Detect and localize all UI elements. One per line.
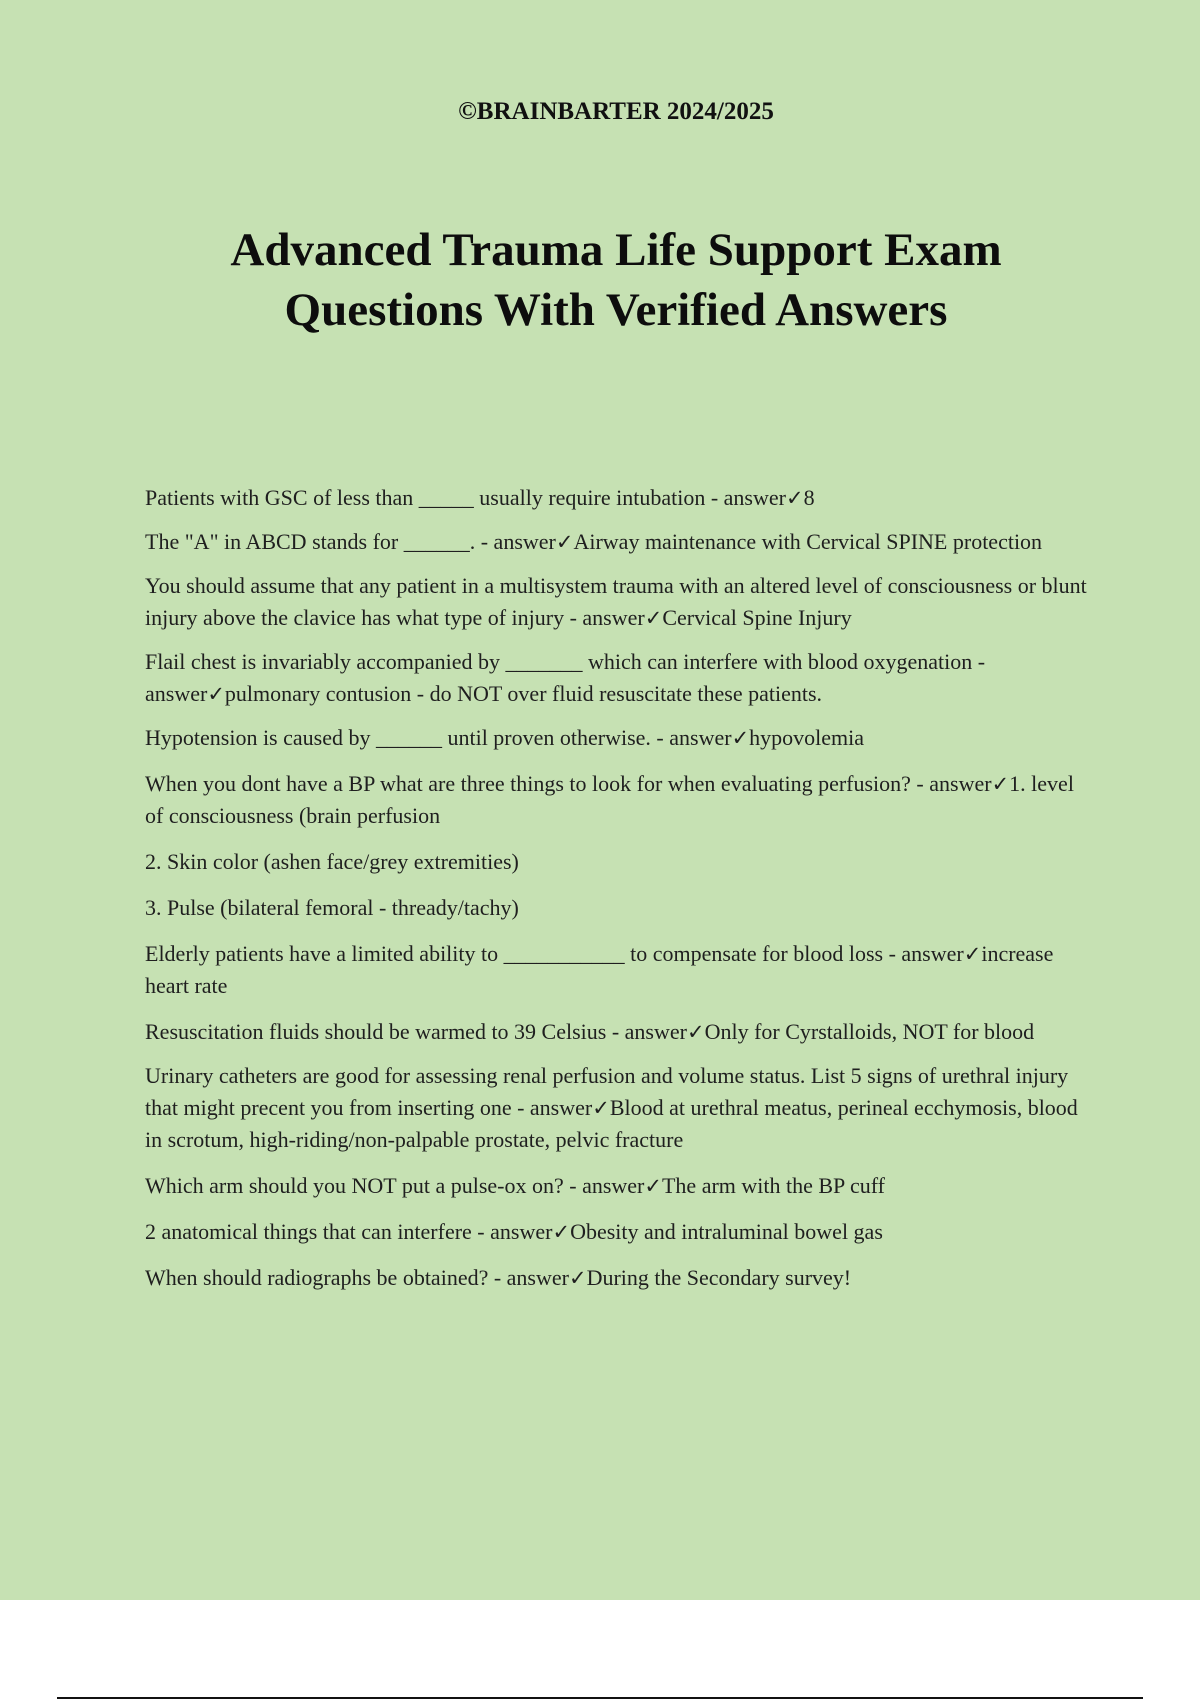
qa-question: Urinary catheters are good for assessing renal perfusion and volume status. List 5 signs of urethral injury that might precent you from inserting one - answer xyxy=(145,1063,1069,1120)
check-mark-icon: ✓ xyxy=(552,1220,571,1244)
qa-item xyxy=(145,1216,1095,1248)
qa-answer: pulmonary contusion - do NOT over fluid resuscitate these patients. xyxy=(224,681,823,706)
qa-answer: hypovolemia xyxy=(749,725,865,750)
qa-answer: During the Secondary survey! xyxy=(586,1265,852,1290)
qa-item xyxy=(145,646,1095,710)
document-title-line-2: Questions With Verified Answers xyxy=(284,284,948,336)
check-mark-icon: ✓ xyxy=(644,1174,662,1198)
check-mark-icon: ✓ xyxy=(592,1096,610,1120)
qa-question: Patients with GSC of less than _____ usually require intubation - answer xyxy=(145,485,786,510)
check-mark-icon: ✓ xyxy=(686,1020,705,1044)
qa-item xyxy=(145,526,1095,558)
qa-continuation: 2. Skin color (ashen face/grey extremities) xyxy=(145,849,519,874)
check-mark-icon: ✓ xyxy=(785,486,804,510)
qa-item xyxy=(145,1262,1095,1294)
check-mark-icon: ✓ xyxy=(555,530,574,554)
check-mark-icon: ✓ xyxy=(963,942,982,966)
qa-question: 2 anatomical things that can interfere - answer xyxy=(145,1219,553,1244)
qa-answer: increase heart rate xyxy=(145,941,1054,998)
qa-question: Hypotension is caused by ______ until proven otherwise. - answer xyxy=(145,725,732,750)
qa-question: When you dont have a BP what are three things to look for when evaluating perfusion? - answer xyxy=(145,771,992,796)
qa-list xyxy=(145,482,1095,1308)
qa-answer: Cervical Spine Injury xyxy=(662,605,852,630)
qa-item xyxy=(145,768,1095,832)
qa-item xyxy=(145,1016,1095,1048)
qa-question: The "A" in ABCD stands for ______. - answer xyxy=(145,529,556,554)
qa-item xyxy=(145,722,1095,754)
qa-item xyxy=(145,1060,1095,1156)
qa-question: Resuscitation fluids should be warmed to 39 Celsius - answer xyxy=(145,1019,687,1044)
footer-divider xyxy=(57,1697,1143,1699)
qa-answer: 1. level of consciousness (brain perfusion xyxy=(145,771,1074,828)
qa-answer: Obesity and intraluminal bowel gas xyxy=(570,1219,883,1244)
qa-continuation: 3. Pulse (bilateral femoral - thready/tachy) xyxy=(145,895,519,920)
document-title xyxy=(0,220,1200,340)
qa-answer: Airway maintenance with Cervical SPINE protection xyxy=(573,529,1043,554)
qa-item xyxy=(145,1170,1095,1202)
qa-question: You should assume that any patient in a multisystem trauma with an altered level of consciousness or blunt injury above the clavice has what type of injury - answer xyxy=(145,573,1087,630)
check-mark-icon: ✓ xyxy=(991,772,1010,796)
check-mark-icon: ✓ xyxy=(644,606,663,630)
qa-question: Flail chest is invariably accompanied by _______ which can interfere with blood oxygenation - answer xyxy=(145,649,986,706)
check-mark-icon: ✓ xyxy=(568,1266,587,1290)
check-mark-icon: ✓ xyxy=(731,726,750,750)
qa-answer: Only for Cyrstalloids, NOT for blood xyxy=(704,1019,1035,1044)
copyright-header: ©BRAINBARTER 2024/2025 xyxy=(458,98,774,125)
qa-answer: 8 xyxy=(803,485,815,510)
qa-item xyxy=(145,938,1095,1002)
check-mark-icon: ✓ xyxy=(207,682,225,706)
qa-item xyxy=(145,482,1095,514)
document-title-line-1: Advanced Trauma Life Support Exam xyxy=(230,224,1002,276)
qa-question: Elderly patients have a limited ability to ___________ to compensate for blood loss - answer xyxy=(145,941,964,966)
qa-question: Which arm should you NOT put a pulse-ox on? - answer xyxy=(145,1173,645,1198)
qa-answer: The arm with the BP cuff xyxy=(661,1173,885,1198)
qa-answer: Blood at urethral meatus, perineal ecchymosis, blood in scrotum, high-riding/non-palpable prostate, pelvic fracture xyxy=(145,1095,1078,1152)
qa-item xyxy=(145,570,1095,634)
qa-question: When should radiographs be obtained? - answer xyxy=(145,1265,569,1290)
